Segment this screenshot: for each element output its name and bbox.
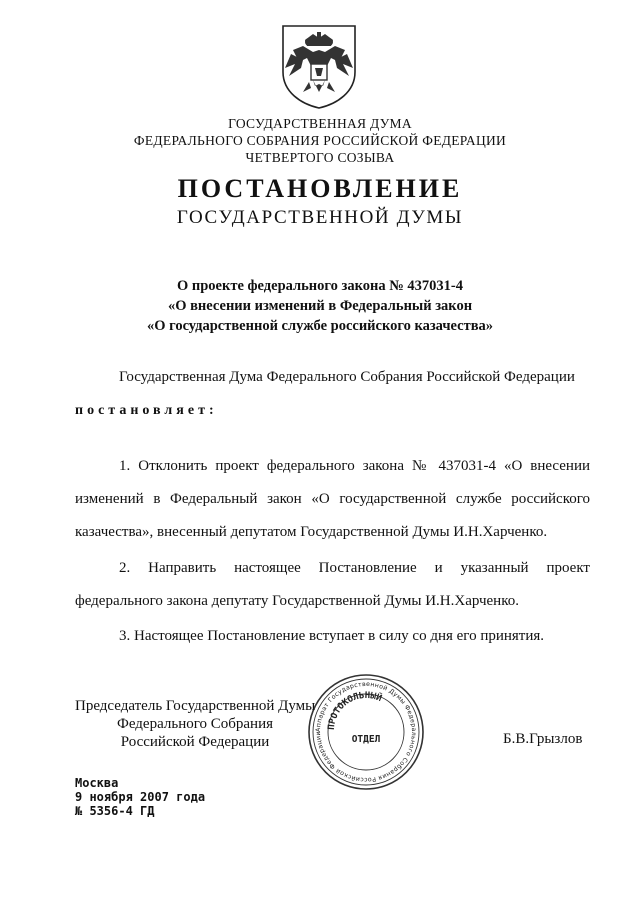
seal-ring-text: Аппарат Государственной Думы Федерального Собрания Российской Федерации — [314, 680, 418, 784]
double-headed-eagle-icon — [273, 20, 365, 112]
document-subtitle: ГОСУДАРСТВЕННОЙ ДУМЫ — [176, 207, 464, 228]
round-seal-icon — [306, 672, 426, 792]
footer-date: 9 ноября 2007 года — [75, 790, 206, 804]
item-first-line: 1. Отклонить проект федерального закона № 437031-4 «О внесении — [119, 458, 590, 474]
position-line: Председатель Государственной Думы — [75, 698, 316, 714]
document-footer — [75, 776, 205, 818]
item-first-line: 3. Настоящее Постановление вступает в силу со дня его принятия. — [119, 628, 545, 644]
resolution-item — [75, 552, 590, 618]
issuer-line: ГОСУДАРСТВЕННАЯ ДУМА — [228, 116, 412, 131]
subject-line: «О государственной службе российского казачества» — [146, 318, 494, 334]
footer-city: Москва — [75, 776, 119, 790]
issuer-line: ФЕДЕРАЛЬНОГО СОБРАНИЯ РОССИЙСКОЙ ФЕДЕРАЦИИ — [133, 133, 507, 148]
document-title: ПОСТАНОВЛЕНИЕ — [177, 174, 463, 203]
issuer-block — [0, 115, 640, 166]
resolution-verb: постановляет: — [75, 403, 218, 418]
item-line: изменений в Федеральный закон «О государственной службе российского — [75, 491, 590, 507]
resolution-item — [75, 450, 590, 549]
position-line: Федерального Собрания — [116, 716, 274, 732]
intro-paragraph: Государственная Дума Федерального Собрания Российской Федерации — [119, 369, 575, 385]
signatory-position — [75, 697, 315, 751]
item-line: казачества», внесенный депутатом Государственной Думы И.Н.Харченко. — [75, 524, 548, 540]
seal-inner-text: ПРОТОКОЛЬНЫЙ — [326, 690, 384, 731]
resolution-item — [75, 620, 590, 653]
item-first-line: 2. Направить настоящее Постановление и указанный проект — [119, 560, 590, 576]
item-line: федерального закона депутату Государственной Думы И.Н.Харченко. — [75, 593, 519, 609]
document-subject — [0, 276, 640, 336]
signatory-name: Б.В.Грызлов — [503, 731, 583, 747]
position-line: Российской Федерации — [120, 734, 270, 750]
subject-line: О проекте федерального закона № 437031-4 — [176, 278, 464, 294]
subject-line: «О внесении изменений в Федеральный закон — [167, 298, 473, 314]
issuer-line: ЧЕТВЕРТОГО СОЗЫВА — [245, 150, 395, 165]
seal-center-text: ОТДЕЛ — [351, 734, 381, 745]
footer-number: № 5356-4 ГД — [75, 804, 155, 818]
